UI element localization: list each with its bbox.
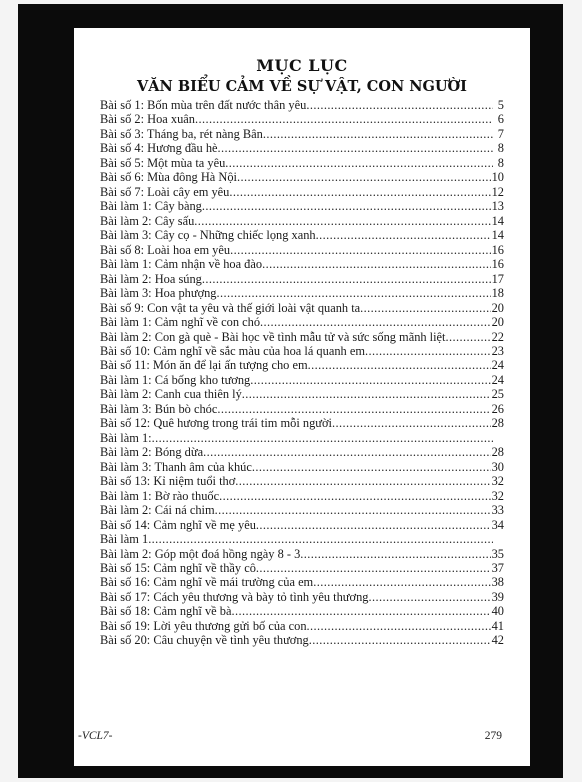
toc-entry xyxy=(100,532,504,546)
toc-entry xyxy=(100,619,504,633)
toc-entry-page: 14 xyxy=(491,213,504,228)
toc-entry-page: 26 xyxy=(491,401,504,416)
toc-entry-page: 12 xyxy=(491,184,504,199)
toc-entry-title: Bài số 5: Một mùa ta yêu xyxy=(100,155,226,170)
toc-leader-dots xyxy=(256,518,491,532)
toc-entry-title: Bài số 9: Con vật ta yêu và thế giới loài vật quanh ta xyxy=(100,300,361,315)
toc-entry-title: Bài số 2: Hoa xuân xyxy=(100,112,195,127)
page-title: MỤC LỤC xyxy=(256,56,348,75)
toc-entry-title: Bài làm 3: Hoa phượng xyxy=(100,286,217,301)
toc-entry xyxy=(100,156,504,170)
toc-entry xyxy=(100,243,504,257)
toc-entry xyxy=(100,575,504,589)
toc-entry-page: 22 xyxy=(491,329,504,344)
toc-entry-page: 7 xyxy=(497,126,504,141)
toc-entry-title: Bài làm 1: Cảm nhận về hoa đào xyxy=(100,257,263,272)
toc-entry-title: Bài số 11: Món ăn để lại ấn tượng cho em xyxy=(100,358,308,373)
toc-entry xyxy=(100,98,504,112)
toc-entry xyxy=(100,547,504,561)
toc-entry-title: Bài làm 1: xyxy=(100,430,152,445)
toc-leader-dots xyxy=(242,387,491,401)
table-of-contents xyxy=(100,98,504,648)
toc-leader-dots xyxy=(195,112,493,126)
toc-entry-title: Bài làm 1: Bờ rào thuốc xyxy=(100,488,220,503)
toc-leader-dots xyxy=(316,228,491,242)
page-subtitle: VĂN BIỂU CẢM VỀ SỰ VẬT, CON NGƯỜI xyxy=(137,78,467,95)
toc-entry-title: Bài làm 2: Con gà què - Bài học về tình mẫu tử và sức sống mãnh liệt xyxy=(100,329,446,344)
toc-entry-title: Bài làm 2: Canh cua thiên lý xyxy=(100,387,242,402)
toc-entry-page: 24 xyxy=(491,358,504,373)
toc-entry-title: Bài số 14: Cảm nghĩ về mẹ yêu xyxy=(100,517,256,532)
toc-entry-title: Bài số 16: Cảm nghĩ về mái trường của em xyxy=(100,575,314,590)
toc-entry-page: 39 xyxy=(491,589,504,604)
toc-leader-dots xyxy=(260,315,491,329)
toc-leader-dots xyxy=(262,257,491,271)
toc-leader-dots xyxy=(368,590,490,604)
toc-entry-page: 5 xyxy=(497,98,504,112)
toc-leader-dots xyxy=(446,330,491,344)
toc-entry xyxy=(100,604,504,618)
toc-entry-title: Bài số 4: Hương đầu hè xyxy=(100,141,218,156)
toc-entry-page: 17 xyxy=(491,271,504,286)
toc-entry xyxy=(100,373,504,387)
toc-leader-dots xyxy=(225,156,493,170)
scan-border xyxy=(18,4,563,778)
toc-leader-dots xyxy=(202,199,491,213)
toc-leader-dots xyxy=(365,344,491,358)
toc-entry-title: Bài làm 3: Cây cọ - Những chiếc lọng xanh xyxy=(100,228,316,243)
toc-entry-title: Bài làm 2: Cái ná chim xyxy=(100,503,215,518)
toc-entry-title: Bài số 12: Quê hương trong trái tim mỗi người xyxy=(100,416,332,431)
toc-leader-dots xyxy=(256,561,491,575)
toc-leader-dots xyxy=(307,619,491,633)
toc-entry-title: Bài làm 3: Thanh âm của khúc xyxy=(100,459,252,474)
toc-leader-dots xyxy=(217,286,491,300)
toc-leader-dots xyxy=(250,373,490,387)
toc-entry-page: 41 xyxy=(491,618,504,633)
toc-entry-title: Bài làm 1: Cảm nghĩ về con chó xyxy=(100,315,261,330)
toc-entry-page: 8 xyxy=(497,141,504,156)
toc-leader-dots xyxy=(360,301,490,315)
toc-entry-page: 32 xyxy=(491,488,504,503)
toc-entry xyxy=(100,286,504,300)
toc-entry-page: 18 xyxy=(491,286,504,301)
toc-leader-dots xyxy=(229,185,490,199)
toc-leader-dots xyxy=(215,503,491,517)
toc-entry xyxy=(100,170,504,184)
toc-entry xyxy=(100,387,504,401)
toc-entry-page: 20 xyxy=(491,315,504,330)
toc-entry-title: Bài số 19: Lời yêu thương gửi bố của con xyxy=(100,618,307,633)
toc-entry xyxy=(100,460,504,474)
toc-entry-page: 35 xyxy=(491,546,504,561)
toc-leader-dots xyxy=(237,170,491,184)
toc-entry xyxy=(100,228,504,242)
footer-code: -VCL7- xyxy=(78,730,113,742)
toc-entry-page: 8 xyxy=(497,155,504,170)
toc-entry-title: Bài làm 2: Hoa súng xyxy=(100,271,202,286)
toc-entry xyxy=(100,474,504,488)
toc-entry-page: 20 xyxy=(491,300,504,315)
book-page xyxy=(74,28,530,766)
toc-entry xyxy=(100,431,504,445)
toc-entry-page: 34 xyxy=(491,517,504,532)
toc-entry-title: Bài số 7: Loài cây em yêu xyxy=(100,184,230,199)
toc-leader-dots xyxy=(332,416,491,430)
toc-entry xyxy=(100,272,504,286)
toc-entry-page: 13 xyxy=(491,199,504,214)
toc-entry-page: 28 xyxy=(491,445,504,460)
toc-entry-page: 10 xyxy=(491,170,504,185)
toc-entry-title: Bài làm 2: Bóng dừa xyxy=(100,445,204,460)
toc-entry-page: 14 xyxy=(491,228,504,243)
toc-entry-title: Bài số 1: Bốn mùa trên đất nước thân yêu xyxy=(100,98,307,112)
toc-entry xyxy=(100,633,504,647)
toc-entry-title: Bài làm 3: Bún bò chóc xyxy=(100,401,218,416)
toc-entry xyxy=(100,561,504,575)
toc-entry-page: 37 xyxy=(491,561,504,575)
toc-leader-dots xyxy=(300,547,490,561)
toc-leader-dots xyxy=(230,243,491,257)
toc-leader-dots xyxy=(218,141,493,155)
toc-entry xyxy=(100,489,504,503)
toc-entry-page: 28 xyxy=(491,416,504,431)
toc-leader-dots xyxy=(308,358,491,372)
toc-entry-title: Bài số 10: Cảm nghĩ về sắc màu của hoa lá quanh em xyxy=(100,343,365,358)
toc-entry xyxy=(100,141,504,155)
toc-entry xyxy=(100,445,504,459)
toc-leader-dots xyxy=(235,474,490,488)
toc-entry-title: Bài số 15: Cảm nghĩ về thầy cô xyxy=(100,561,256,575)
toc-entry-page: 42 xyxy=(491,633,504,648)
toc-leader-dots xyxy=(203,445,491,459)
toc-entry-page: 38 xyxy=(491,575,504,590)
toc-leader-dots xyxy=(231,604,490,618)
toc-entry-title: Bài làm 1: Cá bống kho tương xyxy=(100,372,251,387)
toc-entry-title: Bài số 13: Kỉ niệm tuổi thơ xyxy=(100,474,236,489)
toc-entry xyxy=(100,301,504,315)
toc-entry-title: Bài làm 2: Cây sấu xyxy=(100,213,195,228)
toc-entry xyxy=(100,416,504,430)
toc-entry-title: Bài làm 1: Cây bàng xyxy=(100,199,202,214)
toc-entry xyxy=(100,503,504,517)
toc-entry xyxy=(100,590,504,604)
toc-entry xyxy=(100,358,504,372)
toc-leader-dots xyxy=(202,272,491,286)
toc-leader-dots xyxy=(194,214,490,228)
toc-entry-page: 23 xyxy=(491,343,504,358)
toc-entry-page: 30 xyxy=(491,459,504,474)
toc-entry-title: Bài làm 1 xyxy=(100,532,149,547)
toc-leader-dots xyxy=(152,431,493,445)
toc-entry xyxy=(100,127,504,141)
toc-entry xyxy=(100,330,504,344)
toc-entry-page: 25 xyxy=(491,387,504,402)
toc-entry-title: Bài làm 2: Góp một đoá hồng ngày 8 - 3 xyxy=(100,546,301,561)
toc-entry-title: Bài số 8: Loài hoa em yêu xyxy=(100,242,231,257)
toc-entry-page: 32 xyxy=(491,474,504,489)
toc-entry-page: 16 xyxy=(491,257,504,272)
toc-leader-dots xyxy=(252,460,491,474)
toc-entry xyxy=(100,315,504,329)
toc-entry xyxy=(100,185,504,199)
toc-entry-title: Bài số 20: Câu chuyện về tình yêu thương xyxy=(100,633,309,648)
toc-leader-dots xyxy=(306,98,493,112)
toc-leader-dots xyxy=(219,489,491,503)
toc-entry-page: 16 xyxy=(491,242,504,257)
toc-entry xyxy=(100,257,504,271)
page-number: 279 xyxy=(484,730,502,742)
toc-leader-dots xyxy=(313,575,490,589)
toc-leader-dots xyxy=(309,633,491,647)
toc-entry-title: Bài số 3: Tháng ba, rét nàng Bân xyxy=(100,126,263,141)
toc-entry-page: 33 xyxy=(491,503,504,518)
toc-entry-title: Bài số 17: Cách yêu thương và bày tỏ tình yêu thương xyxy=(100,589,369,604)
toc-entry-title: Bài số 18: Cảm nghĩ về bà xyxy=(100,604,232,619)
toc-entry xyxy=(100,402,504,416)
toc-entry-title: Bài số 6: Mùa đông Hà Nội xyxy=(100,170,237,185)
toc-leader-dots xyxy=(148,532,493,546)
toc-entry xyxy=(100,344,504,358)
toc-entry xyxy=(100,199,504,213)
toc-leader-dots xyxy=(217,402,490,416)
toc-entry xyxy=(100,112,504,126)
toc-entry xyxy=(100,214,504,228)
toc-entry xyxy=(100,518,504,532)
toc-leader-dots xyxy=(263,127,493,141)
toc-entry-page: 40 xyxy=(491,604,504,619)
toc-entry-page: 24 xyxy=(491,372,504,387)
toc-entry-page: 6 xyxy=(497,112,504,127)
